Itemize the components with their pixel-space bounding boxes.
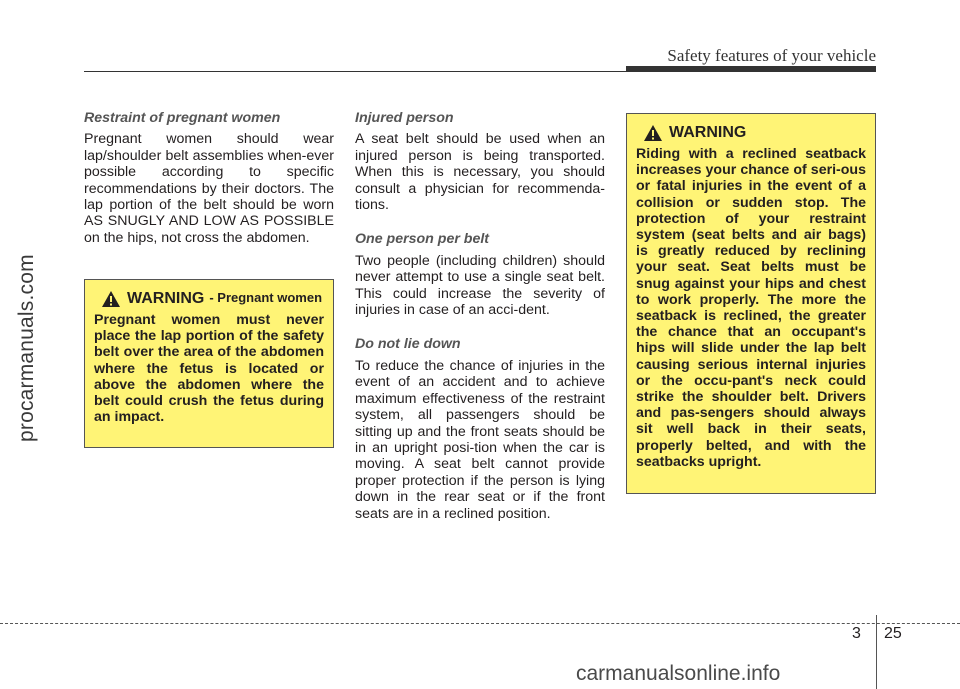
chapter-number: 3	[852, 625, 861, 642]
column-pregnant-women	[84, 110, 334, 264]
heading-pregnant-women: Restraint of pregnant women	[84, 110, 281, 126]
warning-text-reclined: Riding with a reclined seatback increases your chance of seri-ous or fatal injuries in the event of a collision or sudden stop. The protection of your restraint system (seat belts and air bags) is greatly reduced by reclining your seat. Seat belts must be snug against your hips and chest to work properly. The more the seatback is reclined, the greater the chance that an occupant's hips will slide under the lap belt causing serious internal injuries or the occu-pant's neck could strike the shoulder belt. Drivers and pas-sengers should always sit well back in their seats, properly belted, and with the seatbacks upright.	[636, 146, 866, 470]
bottom-watermark: carmanualsonline.info	[576, 662, 781, 685]
header-rule-thick	[626, 66, 876, 72]
heading-injured-person: Injured person	[355, 110, 454, 126]
column-injured-person	[355, 110, 605, 540]
warning-label: WARNING	[669, 124, 747, 141]
page-divider	[876, 615, 877, 689]
warning-text-pregnant: Pregnant women must never place the lap portion of the safety belt over the area of the abdomen where the fetus is located or above the abdomen where the belt could crush the fetus during an impact.	[94, 312, 324, 426]
warning-label: WARNING	[127, 290, 205, 307]
section-title: Safety features of your vehicle	[667, 46, 876, 65]
warning-triangle-icon	[643, 124, 663, 142]
heading-one-person-per-belt: One person per belt	[355, 231, 490, 248]
warning-box-reclined	[626, 113, 876, 494]
warning-triangle-icon	[101, 290, 121, 308]
body-pregnant-women: Pregnant women should wear lap/shoulder belt assemblies when-ever possible according to specific recommendations by their doctors. The lap portion of the belt should be worn AS SNUGLY AND LOW AS POSSIBLE on the hips, not cross the abdomen.	[84, 131, 334, 246]
page-number: 25	[884, 625, 902, 642]
side-watermark: procarmanuals.com	[15, 254, 38, 442]
body-do-not-lie-down: To reduce the chance of injuries in the event of an accident and to achieve maximum effectiveness of the restraint system, all passengers should be sitting up and the front seats should be in an upright posi-tion when the car is moving. A seat belt cannot provide proper protection if the person is lying down in the rear seat or if the front seats are in a reclined position.	[355, 357, 605, 522]
warning-sub-label: - Pregnant women	[209, 290, 323, 305]
heading-do-not-lie-down: Do not lie down	[355, 336, 461, 353]
warning-box-pregnant	[84, 279, 334, 448]
body-injured-person: A seat belt should be used when an injured person is being transported. When this is necessary, you should consult a physician for recommenda-tions.	[355, 131, 605, 214]
footer-rule	[0, 623, 960, 624]
body-one-person-per-belt: Two people (including children) should never attempt to use a single seat belt. This could increase the severity of injuries in case of an acci-dent.	[355, 252, 605, 319]
